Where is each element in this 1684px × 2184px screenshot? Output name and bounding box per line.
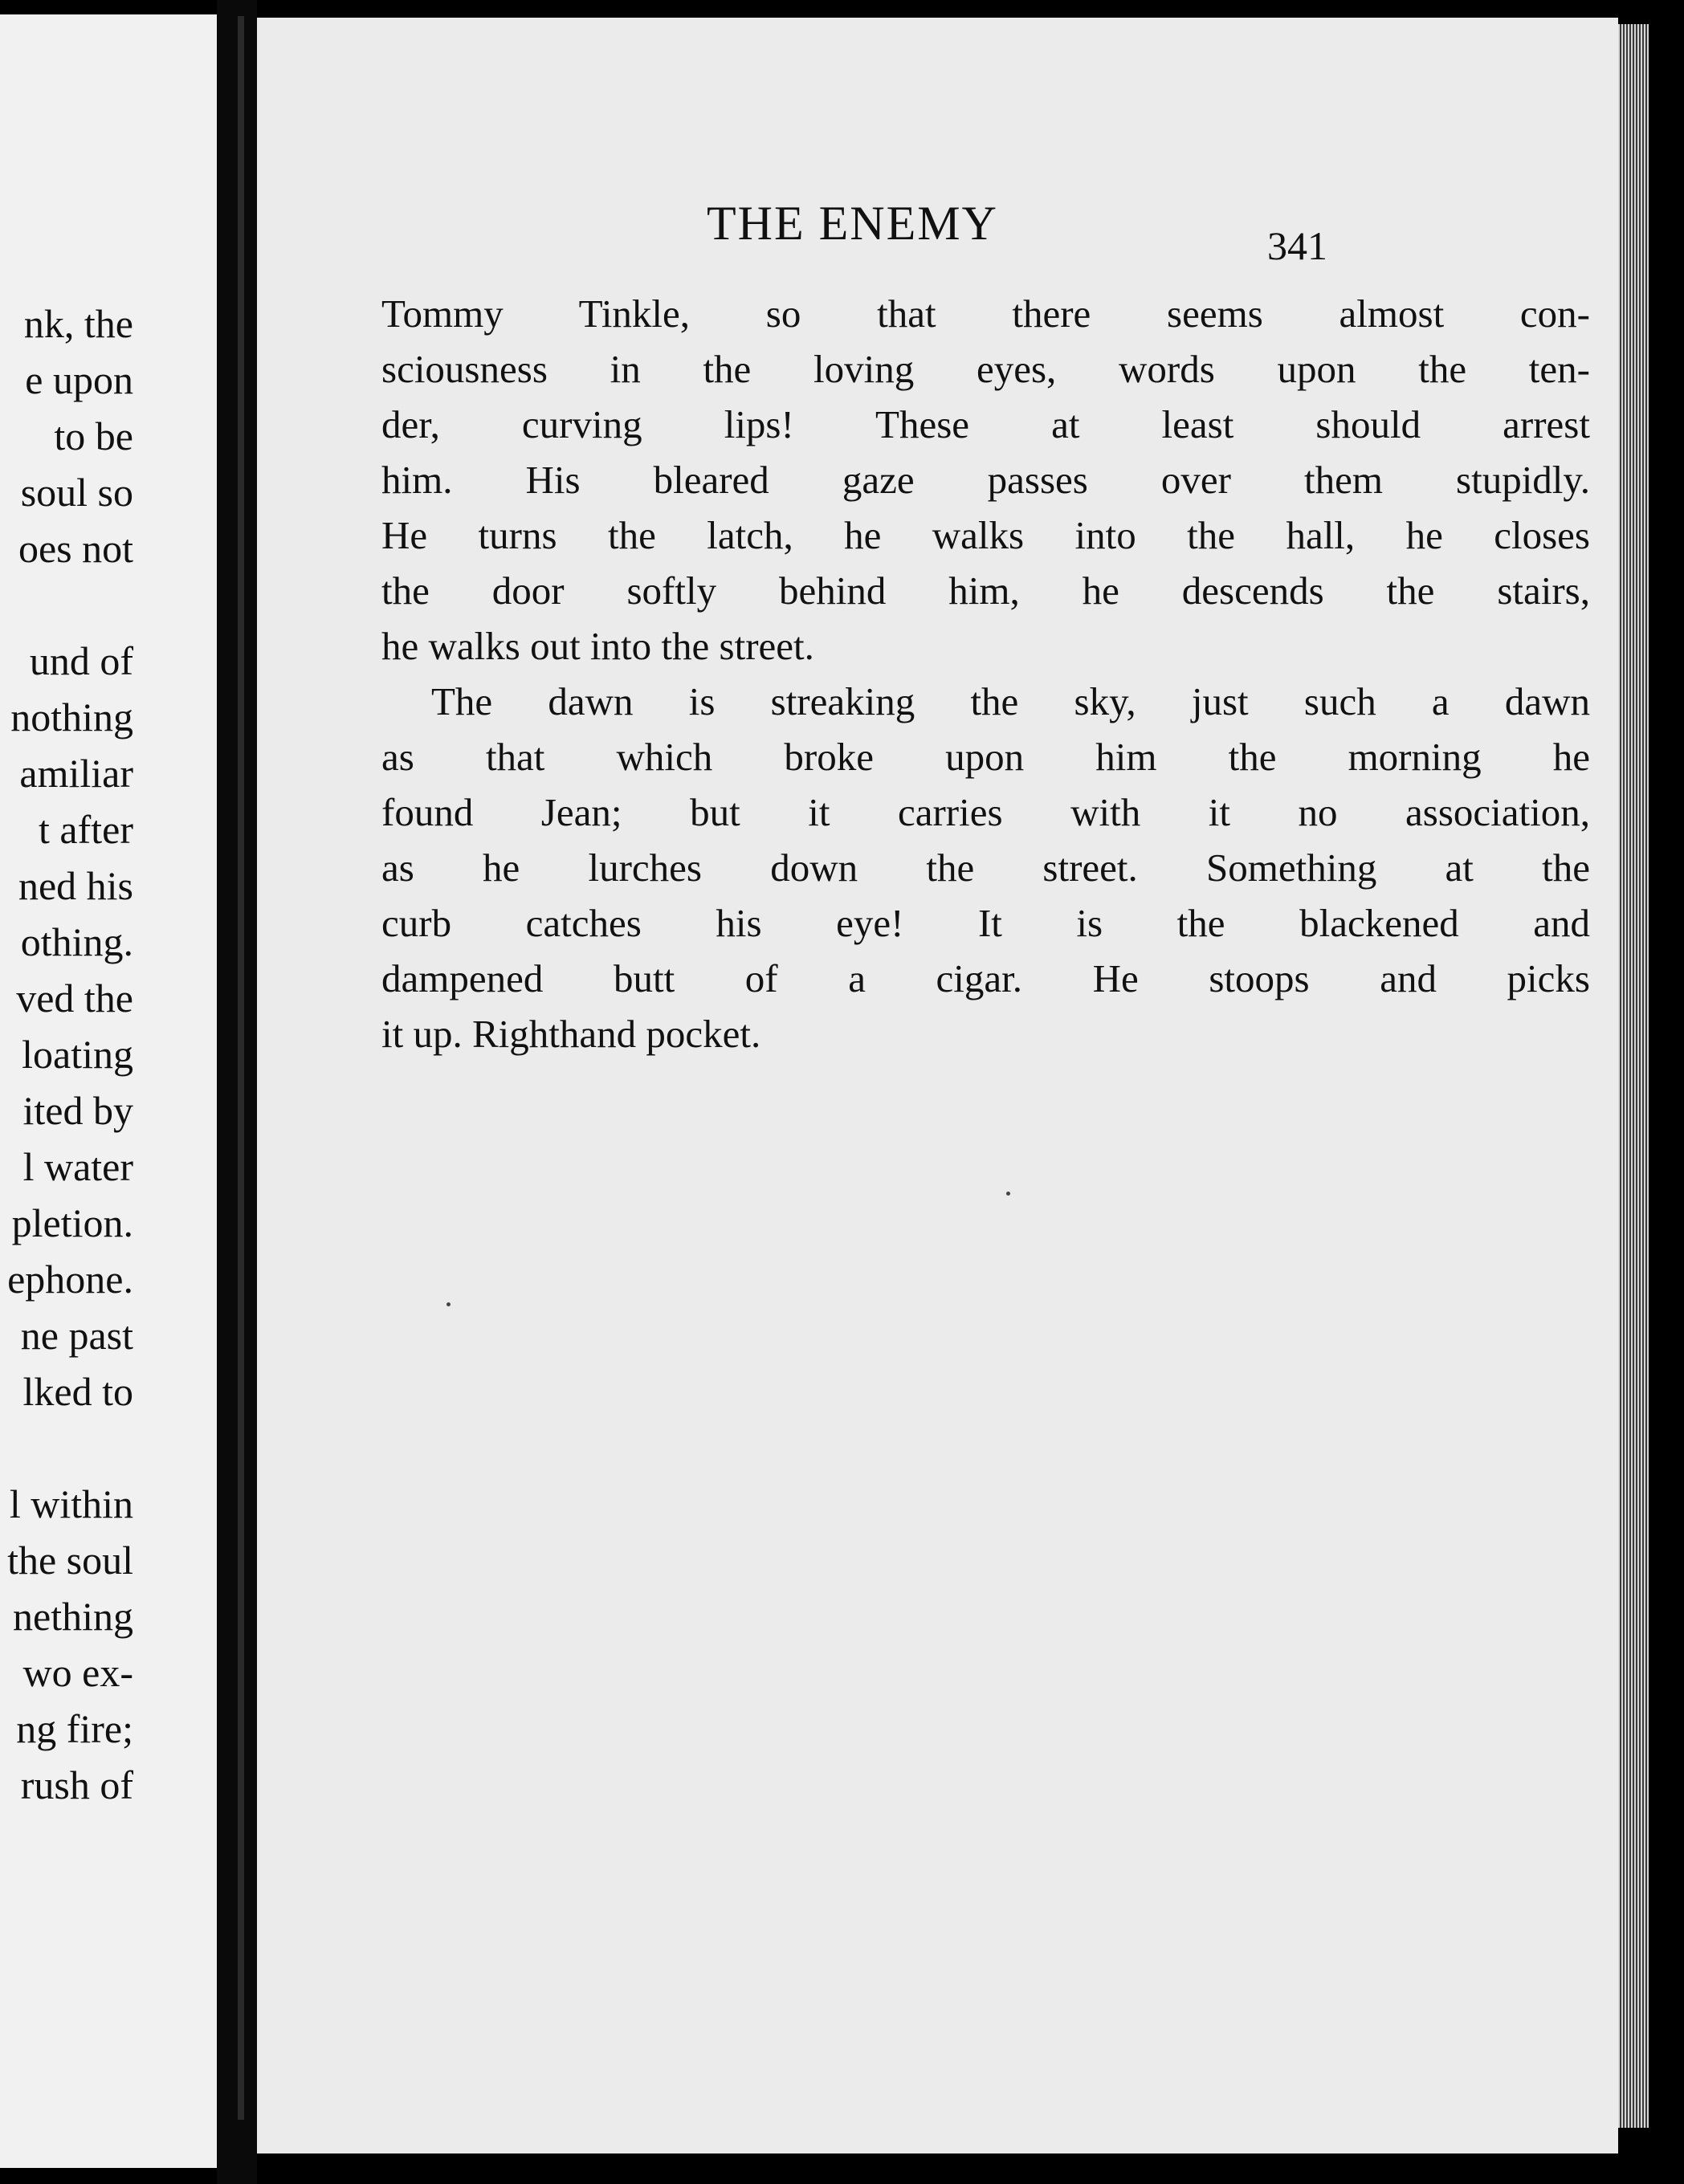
text-line: as he lurches down the street. Something at the: [381, 845, 1590, 890]
text-line: he walks out into the street.: [381, 624, 814, 668]
left-line: l water: [22, 1144, 133, 1189]
paper-speck: [1006, 1192, 1010, 1196]
left-line: ne past: [20, 1313, 133, 1358]
page-edge: [1618, 24, 1649, 2128]
left-line: oes not: [18, 526, 133, 571]
left-line: lked to: [22, 1369, 133, 1414]
left-line: loating: [22, 1032, 133, 1077]
left-page-text: [7, 295, 133, 1813]
spine-edge: [238, 16, 244, 2120]
left-line: ned his: [18, 863, 133, 908]
left-line: rush of: [20, 1762, 133, 1807]
left-line: t after: [39, 807, 133, 852]
left-line: und of: [29, 638, 133, 683]
left-line: soul so: [20, 470, 133, 515]
paper-speck: [446, 1302, 451, 1306]
text-line: the door softly behind him, he descends the stairs,: [381, 568, 1590, 613]
left-line: the soul: [7, 1538, 133, 1583]
text-line: sciousness in the loving eyes, words upon the ten-: [381, 347, 1590, 391]
text-line: it up. Righthand pocket.: [381, 1012, 761, 1056]
left-line: nething: [13, 1594, 133, 1639]
text-line: der, curving lips! These at least should arrest: [381, 402, 1590, 446]
text-line: He turns the latch, he walks into the hall, he closes: [381, 513, 1590, 557]
body-text: [381, 286, 1590, 1061]
left-paragraph-gap: [7, 577, 133, 633]
page-number: 341: [1267, 223, 1327, 268]
text-line: dampened butt of a cigar. He stoops and picks: [381, 956, 1590, 1000]
left-line: e upon: [25, 357, 133, 402]
left-line: pletion.: [11, 1200, 133, 1245]
text-line: Tommy Tinkle, so that there seems almost con-: [381, 291, 1590, 336]
right-page: [257, 18, 1618, 2153]
left-line: l within: [9, 1481, 133, 1526]
left-line: wo ex-: [22, 1650, 133, 1695]
left-line: othing.: [20, 919, 133, 964]
left-line: ng fire;: [16, 1706, 133, 1751]
text-line: found Jean; but it carries with it no association,: [381, 790, 1590, 834]
left-page: [0, 14, 233, 2168]
left-line: ited by: [22, 1088, 133, 1133]
left-line: amiliar: [19, 751, 133, 796]
running-head: THE ENEMY: [707, 197, 998, 250]
left-line: nothing: [10, 695, 133, 740]
text-line: him. His bleared gaze passes over them stupidly.: [381, 458, 1590, 502]
left-line: ved the: [16, 976, 133, 1021]
left-paragraph-gap: [7, 1420, 133, 1476]
text-line: curb catches his eye! It is the blackened and: [381, 901, 1590, 945]
text-line: as that which broke upon him the morning he: [381, 735, 1590, 779]
left-line: ephone.: [7, 1257, 133, 1302]
book-spine: [217, 0, 257, 2184]
left-line: nk, the: [23, 301, 133, 346]
text-line: The dawn is streaking the sky, just such a dawn: [431, 679, 1590, 723]
left-line: to be: [54, 414, 133, 458]
